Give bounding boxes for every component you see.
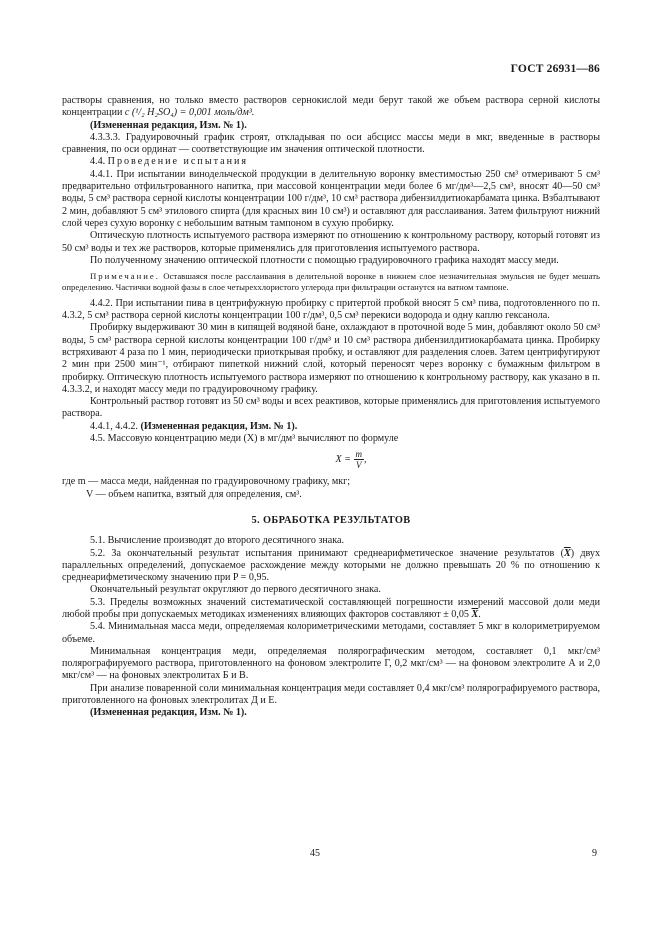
paragraph-4333: 4.3.3.3. Градуировочный график строят, откладывая по оси абсцисс массы меди в мкг, введенные в растворы сравнения, по оси ординат — соответствующие им значения оптической плотности. [62, 131, 600, 156]
paragraph-441: 4.4.1. При испытании винодельческой продукции в делительную воронку вместимостью 250 см³ отмеривают 5 см³ предварительно отфильтрованного напитка, при массовой концентрации меди более 6 мг/дм³—2,5 см³, вносят 40—50 см³ воды, 5 см³ раствора серной кислоты концентрации 100 г/дм³, 10 см³ раствора дибензилдитиокарбамата цинка. Взбалтывают 2 мин, добавляют 5 см³ этилового спирта (для красных вин 10 см³) и оставляют для расслаивания. Затем фильтруют нижний слой через сухую воронку с небольшим ватным тампоном в сухую пробирку. [62, 168, 600, 229]
paragraph-52: 5.2. За окончательный результат испытания принимают среднеарифметическое значение результатов $(\overline{X})$ двух параллельных определений, допускаемое расхождение между которыми не должно превышать 20 % по отношению к среднеарифметическому значению при P = 0,95. [62, 547, 600, 584]
fraction: $\frac{m}{V}$ [355, 449, 362, 471]
amendment-note: (Измененная редакция, Изм. № 1). [90, 119, 247, 131]
subheading-4-4: 4.4. Проведение испытания [90, 156, 249, 168]
page-number-center: 45 [310, 848, 320, 859]
paragraph-54-polarographic: Минимальная концентрация меди, определяемая полярографическим методом, составляет 0,1 мкг/см³ полярографируемого раствора, приготовленного на фоновом электролите Г, 0,2 мкг/см³ — на фоновом электролите А и 2,0 мкг/см³ — на фоновых электролитах Б и В. [62, 645, 600, 682]
amendment-note-2: 4.4.1, 4.4.2. (Измененная редакция, Изм. № 1). [90, 420, 298, 432]
note-block: Примечание. Оставшаяся после расслаивания в делительной воронке в нижнем слое незначительная эмульсия не будет мешать определению. Частички водной фазы в слое четыреххлористого углерода при фильтрации останутся на ватном тампоне. [62, 271, 600, 293]
paragraph-reference-solutions: растворы сравнения, но только вместо растворов сернокислой меди берут такой же объем раствора серной кислоты концентрации c (¹/₂ H₂SO₄) = 0,001 моль/дм³. [62, 95, 600, 119]
amendment-note-3: (Измененная редакция, Изм. № 1). [90, 707, 247, 719]
paragraph-54-salt: При анализе поваренной соли минимальная концентрация меди составляет 0,4 мкг/см³ полярографируемого раствора, приготовленного на фоновых электролитах Д и Е. [62, 682, 600, 707]
where-v: V — объем напитка, взятый для определения, см³. [86, 488, 302, 500]
standard-code: ГОСТ 26931—86 [510, 63, 600, 75]
section-5-heading: 5. ОБРАБОТКА РЕЗУЛЬТАТОВ [251, 514, 411, 526]
paragraph-442: 4.4.2. При испытании пива в центрифужную пробирку с притертой пробкой вносят 5 см³ пива, подготовленного по п. 4.3.2, 5 см³ раствора серной кислоты концентрации 100 г/дм³, 0,5 см³ перекиси водорода и одну каплю гексанола. [62, 297, 600, 322]
paragraph-441-optical: Оптическую плотность испытуемого раствора измеряют по отношению к контрольному раствору, который готовят из 50 см³ воды и тех же растворов, которые применялись для приготовления испытуемого раствора. [62, 230, 600, 254]
paragraph-442-control: Контрольный раствор готовят из 50 см³ воды и всех реактивов, которые применялись для приготовления испытуемого раствора. [62, 396, 600, 420]
document-body [62, 95, 600, 720]
where-m: где m — масса меди, найденная по градуировочному графику, мкг; [62, 476, 351, 488]
paragraph-53: 5.3. Пределы возможных значений систематической составляющей погрешности измерений массовой доли меди любой пробы при допускаемых методиках изменениях влияющих факторов составляют ± 0,05 $\overline{X}$. [62, 596, 600, 620]
paragraph-441-mass: По полученному значению оптической плотности с помощью градуировочного графика находят массу меди. [90, 254, 559, 266]
page-number-right: 9 [592, 848, 597, 859]
paragraph-54: 5.4. Минимальная масса меди, определяемая колориметрическими методами, составляет 5 мкг в колориметрируемом объеме. [62, 621, 600, 645]
concentration-formula-block: X = $\frac{m}{V}$ , [335, 449, 367, 471]
paragraph-51: 5.1. Вычисление производят до второго десятичного знака. [90, 535, 345, 547]
paragraph-442-procedure: Пробирку выдерживают 30 мин в кипящей водяной бане, охлаждают в проточной воде 5 мин, добавляют около 50 см³ воды, 5 см³ раствора серной кислоты концентрации 100 г/дм³ и 10 см³ раствора дибензилдитиокарбамата цинка. Пробирку встряхивают 4 раза по 1 мин, периодически приоткрывая пробку, и оставляют для разделения слоев. Затем центрифугируют 2 мин при 2500 мин⁻¹, отбирают пипеткой нижний слой, который переносят через воронку с бумажным фильтром в пробирку. Оптическую плотность испытуемого раствора измеряют по отношению к контрольному раствору, как указано в п. 4.3.3.2, и находят массу меди по градуировочному графику. [62, 322, 600, 395]
concentration-formula: c (¹/₂ H₂SO₄) = 0,001 моль/дм³. [124, 107, 255, 119]
paragraph-52-rounding: Окончательный результат округляют до первого десятичного знака. [90, 584, 381, 596]
paragraph-45: 4.5. Массовую концентрацию меди (X) в мг/дм³ вычисляют по формуле [90, 433, 399, 445]
